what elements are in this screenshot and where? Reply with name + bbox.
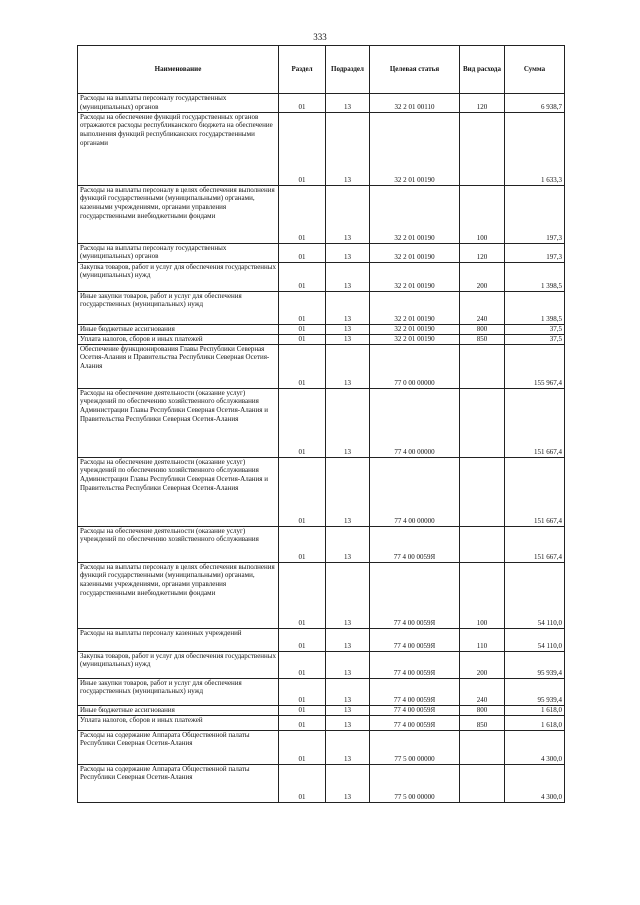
row-subsection-cell: 13 xyxy=(326,243,370,262)
row-expense-type-cell: 850 xyxy=(460,334,505,344)
table-row xyxy=(78,388,565,457)
row-expense-type-cell xyxy=(460,112,505,185)
row-name-cell: Расходы на выплаты персоналу государственных (муниципальных) органов xyxy=(78,243,279,262)
row-section-cell: 01 xyxy=(279,324,326,334)
row-subsection-cell: 13 xyxy=(326,526,370,562)
table-row xyxy=(78,185,565,243)
row-sum-cell: 151 667,4 xyxy=(505,526,565,562)
table-row xyxy=(78,291,565,324)
row-target-cell: 32 2 01 00110 xyxy=(370,94,460,113)
row-name-cell: Обеспечение функционирования Главы Республики Северная Осетия-Алания и Правительства Республики Северная Осетия-Алания xyxy=(78,344,279,388)
row-expense-type-cell: 200 xyxy=(460,262,505,291)
header-expense-type: Вид расхода xyxy=(460,46,505,94)
row-expense-type-cell: 100 xyxy=(460,185,505,243)
row-name-cell: Иные закупки товаров, работ и услуг для обеспечения государственных (муниципальных) нужд xyxy=(78,678,279,705)
row-subsection-cell: 13 xyxy=(326,678,370,705)
row-subsection-cell: 13 xyxy=(326,324,370,334)
row-subsection-cell: 13 xyxy=(326,705,370,715)
row-name-cell: Иные закупки товаров, работ и услуг для обеспечения государственных (муниципальных) нужд xyxy=(78,291,279,324)
page-number: 333 xyxy=(313,32,327,42)
row-target-cell: 32 2 01 00190 xyxy=(370,262,460,291)
row-sum-cell: 6 938,7 xyxy=(505,94,565,113)
table-row xyxy=(78,457,565,526)
table-row xyxy=(78,324,565,334)
row-subsection-cell: 13 xyxy=(326,185,370,243)
row-sum-cell: 1 398,5 xyxy=(505,262,565,291)
row-sum-cell: 54 110,0 xyxy=(505,562,565,628)
row-sum-cell: 37,5 xyxy=(505,334,565,344)
row-section-cell: 01 xyxy=(279,185,326,243)
row-section-cell: 01 xyxy=(279,651,326,678)
row-sum-cell: 1 398,5 xyxy=(505,291,565,324)
row-subsection-cell: 13 xyxy=(326,715,370,730)
row-name-cell: Расходы на выплаты персоналу в целях обеспечения выполнения функций государственными (муниципальными) органами, казенными учреждениями, органами управления государственными внебюджетными фондами xyxy=(78,562,279,628)
row-expense-type-cell: 110 xyxy=(460,628,505,651)
row-sum-cell: 155 967,4 xyxy=(505,344,565,388)
row-sum-cell: 197,3 xyxy=(505,185,565,243)
row-target-cell: 32 2 01 00190 xyxy=(370,334,460,344)
row-name-cell: Расходы на выплаты персоналу в целях обеспечения выполнения функций государственными (муниципальными) органами, казенными учреждениями, органами управления государственными внебюджетными фондами xyxy=(78,185,279,243)
row-section-cell: 01 xyxy=(279,291,326,324)
row-section-cell: 01 xyxy=(279,243,326,262)
row-name-cell: Расходы на обеспечение деятельности (оказание услуг) учреждений по обеспечению хозяйственного обслуживания Администрации Главы Республики Северная Осетия-Алания и Правительства Республики Северная Осетия-Алания xyxy=(78,457,279,526)
row-subsection-cell: 13 xyxy=(326,388,370,457)
row-subsection-cell: 13 xyxy=(326,730,370,764)
row-sum-cell: 95 939,4 xyxy=(505,651,565,678)
header-section: Раздел xyxy=(279,46,326,94)
row-sum-cell: 151 667,4 xyxy=(505,457,565,526)
row-subsection-cell: 13 xyxy=(326,764,370,802)
row-expense-type-cell: 200 xyxy=(460,651,505,678)
row-target-cell: 77 5 00 00000 xyxy=(370,730,460,764)
row-name-cell: Расходы на выплаты персоналу государственных (муниципальных) органов xyxy=(78,94,279,113)
row-name-cell: Расходы на обеспечение деятельности (оказание услуг) учреждений по обеспечению хозяйственного обслуживания Администрации Главы Республики Северная Осетия-Алания и Правительства Республики Северная Осетия-Алания xyxy=(78,388,279,457)
table-row xyxy=(78,730,565,764)
row-subsection-cell: 13 xyxy=(326,262,370,291)
table-row xyxy=(78,651,565,678)
table-row xyxy=(78,705,565,715)
row-section-cell: 01 xyxy=(279,526,326,562)
row-expense-type-cell xyxy=(460,344,505,388)
row-name-cell: Расходы на содержание Аппарата Общественной палаты Республики Северная Осетия-Алания xyxy=(78,764,279,802)
header-subsection: Подраздел xyxy=(326,46,370,94)
table-row xyxy=(78,112,565,185)
row-sum-cell: 1 633,3 xyxy=(505,112,565,185)
row-expense-type-cell xyxy=(460,457,505,526)
table-row xyxy=(78,262,565,291)
row-sum-cell: 37,5 xyxy=(505,324,565,334)
row-subsection-cell: 13 xyxy=(326,562,370,628)
row-name-cell: Закупка товаров, работ и услуг для обеспечения государственных (муниципальных) нужд xyxy=(78,651,279,678)
row-section-cell: 01 xyxy=(279,562,326,628)
row-sum-cell: 4 300,0 xyxy=(505,764,565,802)
row-expense-type-cell: 240 xyxy=(460,678,505,705)
row-expense-type-cell: 120 xyxy=(460,243,505,262)
row-name-cell: Закупка товаров, работ и услуг для обеспечения государственных (муниципальных) нужд xyxy=(78,262,279,291)
row-subsection-cell: 13 xyxy=(326,112,370,185)
row-section-cell: 01 xyxy=(279,94,326,113)
row-sum-cell: 1 618,0 xyxy=(505,705,565,715)
row-expense-type-cell xyxy=(460,526,505,562)
header-sum: Сумма xyxy=(505,46,565,94)
row-sum-cell: 151 667,4 xyxy=(505,388,565,457)
header-name: Наименование xyxy=(78,46,279,94)
row-subsection-cell: 13 xyxy=(326,457,370,526)
row-target-cell: 77 4 00 0059Я xyxy=(370,651,460,678)
row-subsection-cell: 13 xyxy=(326,334,370,344)
row-expense-type-cell: 120 xyxy=(460,94,505,113)
row-name-cell: Уплата налогов, сборов и иных платежей xyxy=(78,715,279,730)
row-name-cell: Уплата налогов, сборов и иных платежей xyxy=(78,334,279,344)
row-section-cell: 01 xyxy=(279,262,326,291)
row-section-cell: 01 xyxy=(279,678,326,705)
header-target: Целевая статья xyxy=(370,46,460,94)
table-row xyxy=(78,628,565,651)
row-target-cell: 32 2 01 00190 xyxy=(370,185,460,243)
row-expense-type-cell xyxy=(460,388,505,457)
row-target-cell: 77 4 00 00000 xyxy=(370,457,460,526)
row-section-cell: 01 xyxy=(279,388,326,457)
row-target-cell: 77 4 00 0059Я xyxy=(370,562,460,628)
row-expense-type-cell: 240 xyxy=(460,291,505,324)
row-target-cell: 32 2 01 00190 xyxy=(370,291,460,324)
row-expense-type-cell: 850 xyxy=(460,715,505,730)
row-sum-cell: 1 618,0 xyxy=(505,715,565,730)
row-section-cell: 01 xyxy=(279,457,326,526)
row-target-cell: 77 4 00 0059Я xyxy=(370,628,460,651)
row-name-cell: Иные бюджетные ассигнования xyxy=(78,324,279,334)
row-name-cell: Иные бюджетные ассигнования xyxy=(78,705,279,715)
table-row xyxy=(78,526,565,562)
row-sum-cell: 54 110,0 xyxy=(505,628,565,651)
row-subsection-cell: 13 xyxy=(326,651,370,678)
row-sum-cell: 4 300,0 xyxy=(505,730,565,764)
row-subsection-cell: 13 xyxy=(326,628,370,651)
row-name-cell: Расходы на обеспечение функций государственных органов отражаются расходы республиканского бюджета на обеспечение выполнения функций республиканских государственными органами xyxy=(78,112,279,185)
row-target-cell: 77 4 00 0059Я xyxy=(370,526,460,562)
row-expense-type-cell: 800 xyxy=(460,705,505,715)
row-subsection-cell: 13 xyxy=(326,291,370,324)
row-target-cell: 77 4 00 0059Я xyxy=(370,715,460,730)
row-name-cell: Расходы на обеспечение деятельности (оказание услуг) учреждений по обеспечению хозяйственного обслуживания xyxy=(78,526,279,562)
row-subsection-cell: 13 xyxy=(326,94,370,113)
budget-table xyxy=(77,45,565,803)
row-section-cell: 01 xyxy=(279,628,326,651)
table-row xyxy=(78,562,565,628)
row-expense-type-cell: 800 xyxy=(460,324,505,334)
table-row xyxy=(78,715,565,730)
row-section-cell: 01 xyxy=(279,112,326,185)
row-expense-type-cell xyxy=(460,730,505,764)
row-sum-cell: 197,3 xyxy=(505,243,565,262)
row-subsection-cell: 13 xyxy=(326,344,370,388)
row-expense-type-cell xyxy=(460,764,505,802)
table-row xyxy=(78,678,565,705)
row-section-cell: 01 xyxy=(279,705,326,715)
row-sum-cell: 95 939,4 xyxy=(505,678,565,705)
row-target-cell: 77 4 00 00000 xyxy=(370,388,460,457)
table-row xyxy=(78,334,565,344)
row-target-cell: 32 2 01 00190 xyxy=(370,324,460,334)
row-section-cell: 01 xyxy=(279,334,326,344)
row-target-cell: 77 4 00 0059Я xyxy=(370,705,460,715)
row-section-cell: 01 xyxy=(279,344,326,388)
row-name-cell: Расходы на выплаты персоналу казенных учреждений xyxy=(78,628,279,651)
row-section-cell: 01 xyxy=(279,715,326,730)
table-row xyxy=(78,243,565,262)
row-section-cell: 01 xyxy=(279,764,326,802)
table-row xyxy=(78,94,565,113)
table-row xyxy=(78,764,565,802)
row-target-cell: 32 2 01 00190 xyxy=(370,112,460,185)
row-section-cell: 01 xyxy=(279,730,326,764)
row-target-cell: 32 2 01 00190 xyxy=(370,243,460,262)
row-target-cell: 77 0 00 00000 xyxy=(370,344,460,388)
table-row xyxy=(78,344,565,388)
row-target-cell: 77 5 00 00000 xyxy=(370,764,460,802)
table-header-row xyxy=(78,46,565,94)
row-expense-type-cell: 100 xyxy=(460,562,505,628)
row-name-cell: Расходы на содержание Аппарата Общественной палаты Республики Северная Осетия-Алания xyxy=(78,730,279,764)
row-target-cell: 77 4 00 0059Я xyxy=(370,678,460,705)
